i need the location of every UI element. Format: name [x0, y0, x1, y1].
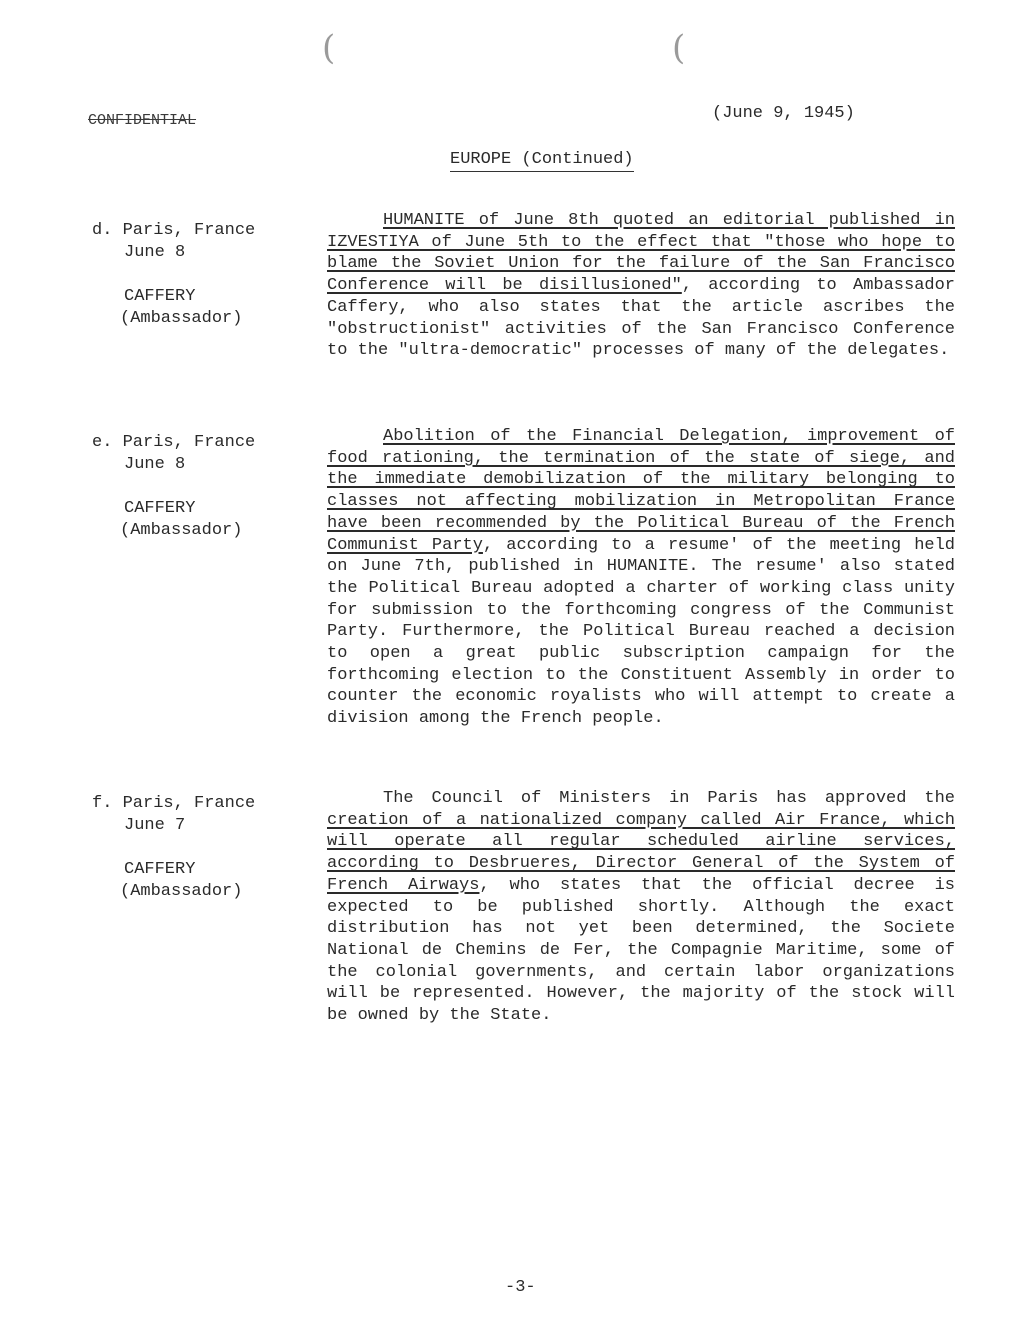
entry-source-name: CAFFERY	[124, 860, 196, 879]
entry-underlined-text: HUMANITE of June 8th quoted an editorial published in IZVESTIYA of June 5th to the effect that "those who hope to blame the Soviet Union for the failure of the San Francisco Conference will be disillusioned"	[327, 211, 955, 296]
entry-date: June 8	[124, 243, 186, 262]
entry-text: , according to a resume' of the meeting held on June 7th, published in HUMANITE. The resume' also stated the Political Bureau adopted a charter of working class unity for submission to the forthcoming congress of the Communist Party. Furthermore, the Political Bureau reached a decision to open a great public subscription campaign for the forthcoming election to the Constituent Assembly in order to counter the economic royalists who will attempt to create a division among the French people.	[327, 535, 956, 729]
entry-location: Paris, France	[122, 794, 256, 813]
entry-date: June 8	[124, 455, 186, 474]
entry-location: Paris, France	[122, 221, 256, 240]
section-heading: EUROPE (Continued)	[450, 150, 634, 172]
entry-meta	[92, 220, 292, 330]
entry-source-role: (Ambassador)	[120, 309, 243, 328]
binding-mark: (	[322, 28, 336, 68]
entry-letter: e.	[92, 433, 113, 452]
document-date: (June 9, 1945)	[712, 104, 855, 123]
entry-text: , who states that the official decree is expected to be published shortly. Although the exact distribution has not yet been determined, the Societe National de Chemins de Fer, the Compagnie Maritime, some of the colonial governments, and certain labor organizations will be represented. However, the majority of the stock will be owned by the State.	[327, 875, 955, 1026]
entry-date: June 7	[124, 816, 186, 835]
entry-underlined-text: creation of a nationalized company called Air France, which will operate all regular scheduled airline services, according to Desbrueres, Director General of the System of French Airways	[327, 810, 955, 895]
entry-body	[327, 788, 955, 1027]
entry-body	[327, 426, 955, 730]
entry-letter: f.	[92, 794, 113, 813]
entry-underlined-text: Abolition of the Financial Delegation, improvement of food rationing, the termination of the state of siege, and the immediate demobilization of the military belonging to classes not affecting mobilization in Metropolitan France have been recommended by the Political Bureau of the French Communist Party	[327, 427, 955, 555]
entry-lead-text: The Council of Ministers in Paris has approved the	[383, 789, 955, 808]
binding-mark: (	[672, 28, 686, 68]
entry-letter: d.	[92, 221, 113, 240]
entry-location: Paris, France	[122, 433, 256, 452]
entry-meta	[92, 432, 292, 542]
entry-meta	[92, 793, 292, 903]
entry-text: , according to Ambassador Caffery, who also states that the article ascribes the "obstructionist" activities of the San Francisco Conference to the "ultra-democratic" processes of many of the delegates.	[327, 276, 956, 361]
entry-source-role: (Ambassador)	[120, 882, 243, 901]
page-number: -3-	[505, 1278, 536, 1297]
entry-source-name: CAFFERY	[124, 287, 196, 306]
entry-source-name: CAFFERY	[124, 499, 196, 518]
classification-stamp: CONFIDENTIAL	[88, 112, 197, 129]
entry-body	[327, 210, 955, 362]
entry-source-role: (Ambassador)	[120, 521, 243, 540]
